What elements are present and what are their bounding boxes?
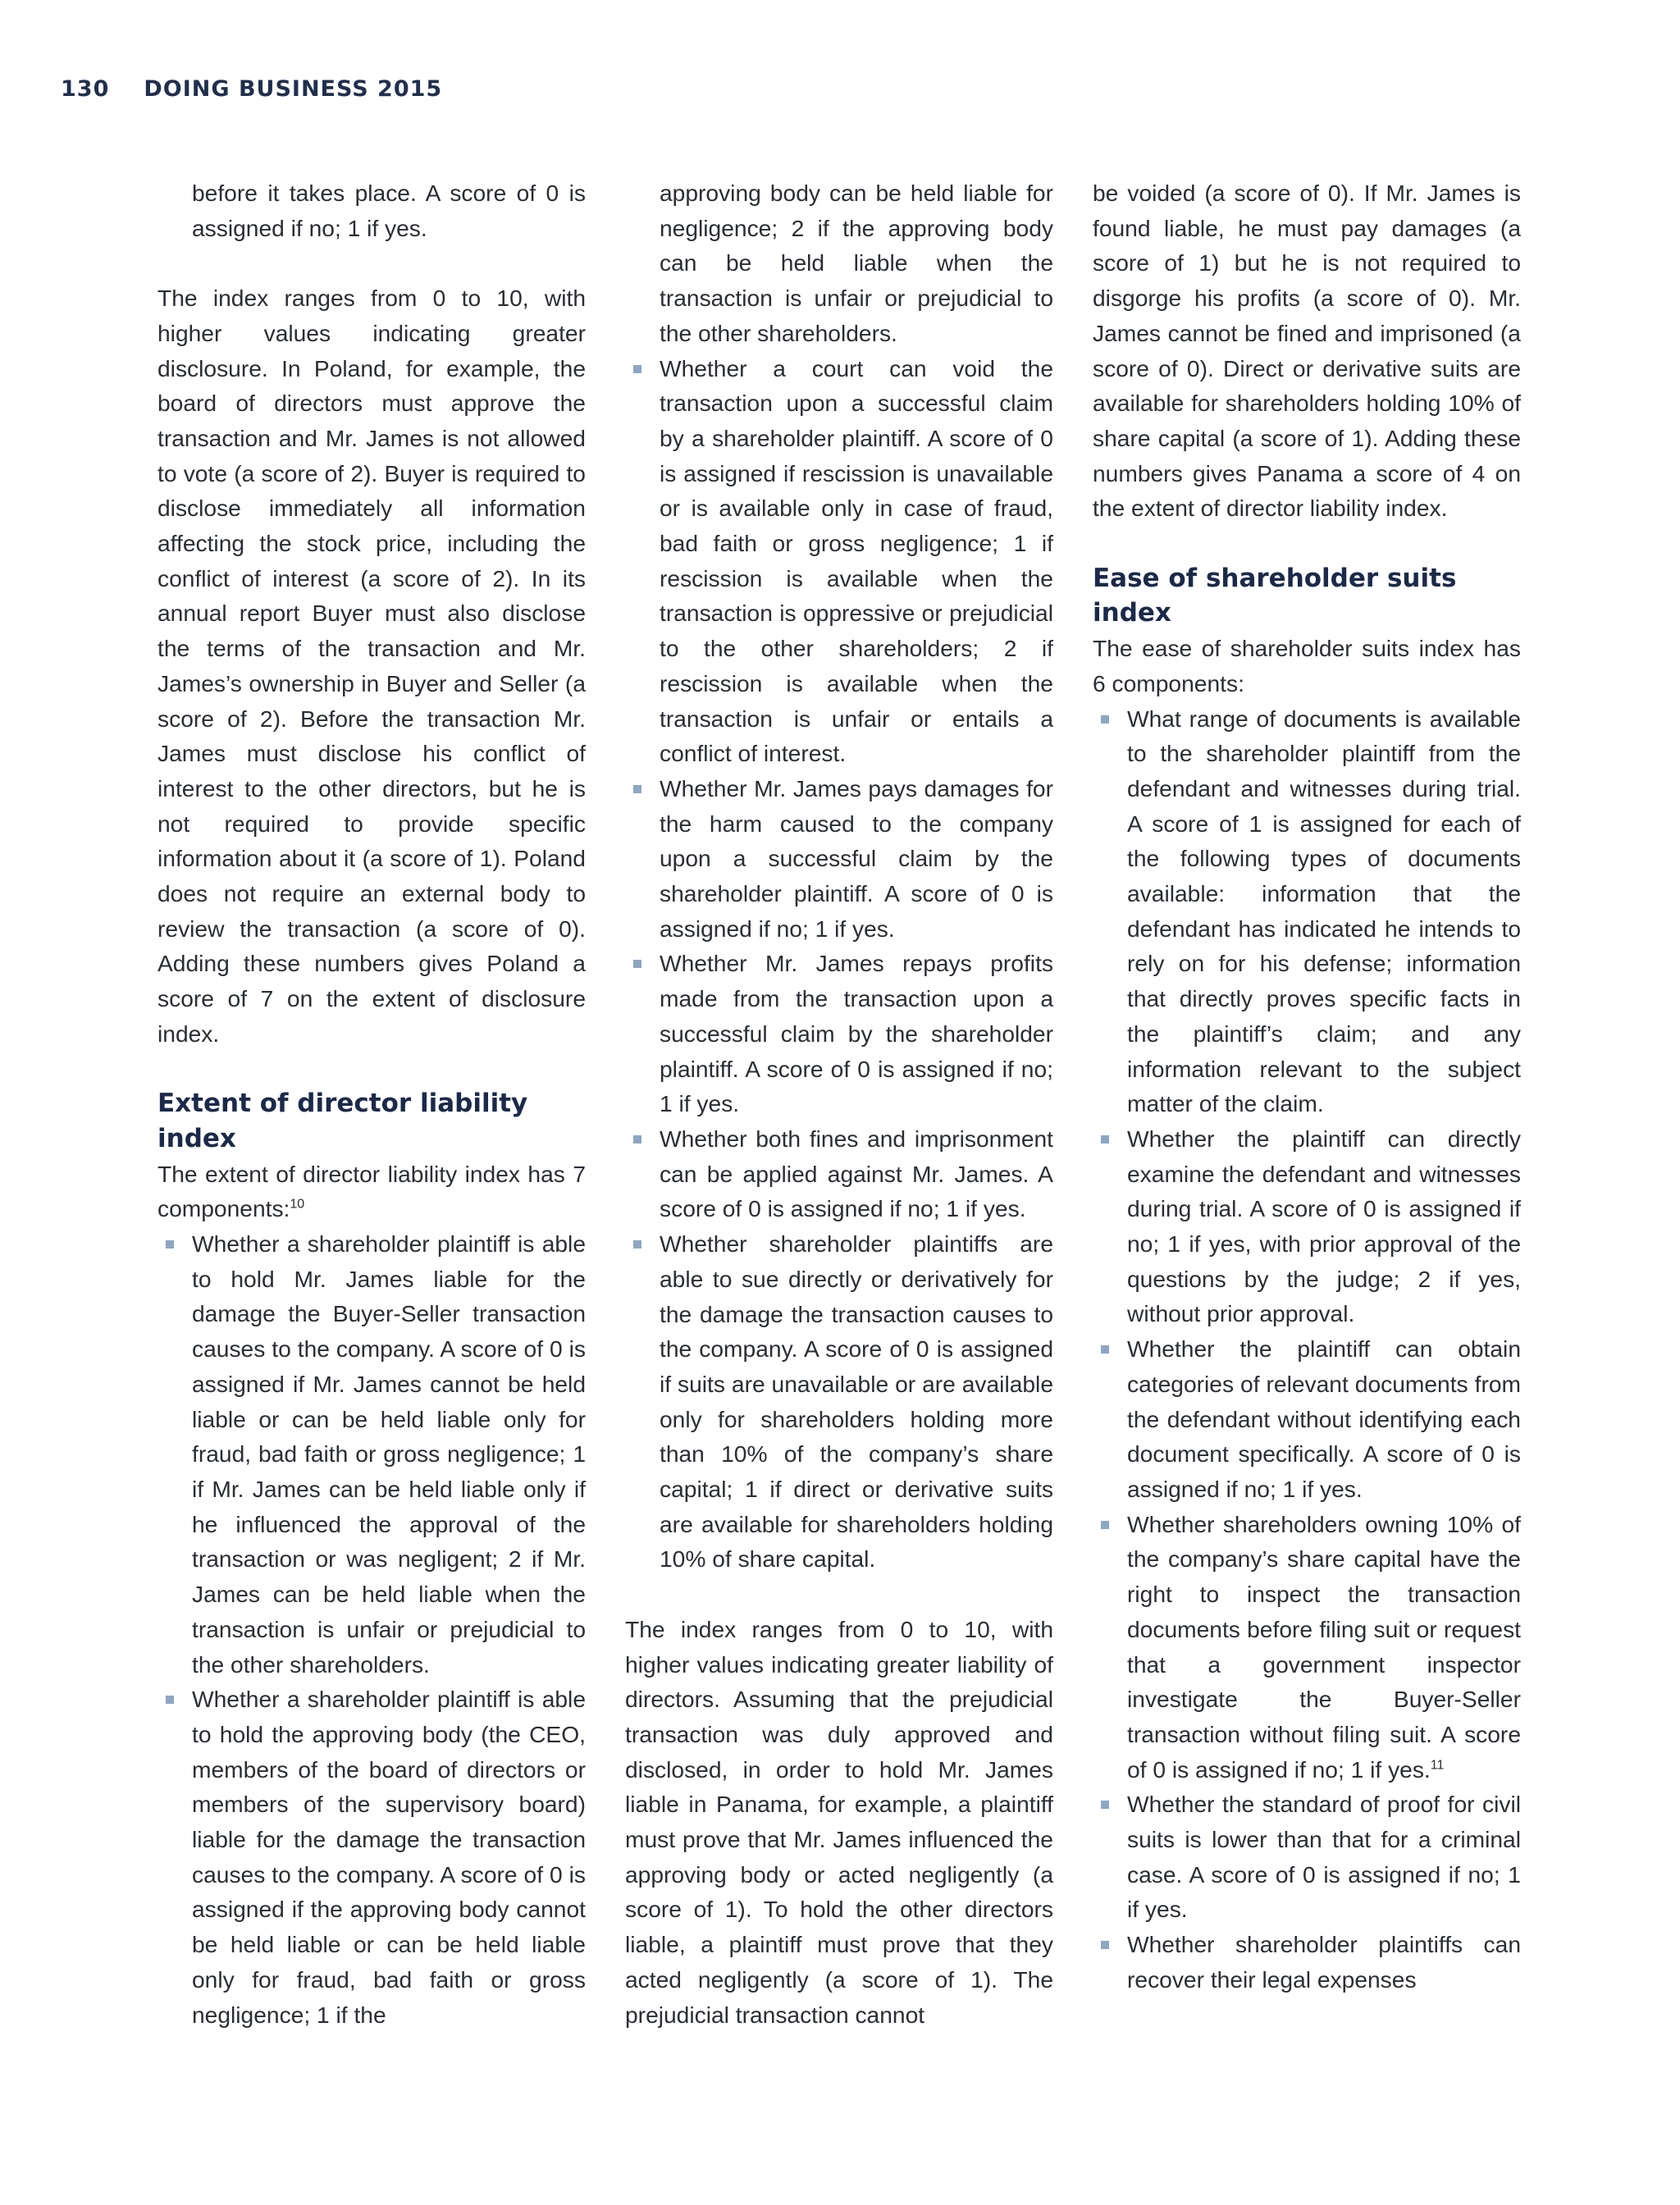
continued-bullet-text: before it takes place. A score of 0 is assigned if no; 1 if yes. xyxy=(192,180,586,241)
shareholder-suits-list xyxy=(1093,701,1521,1997)
list-item-text: Whether shareholders owning 10% of the company’s share capital have the right to inspect the transaction documents before filing suit or request that a government inspector investigate the Buyer-Seller transaction without filing suit. A score of 0 is assigned if no; 1 if yes. xyxy=(1127,1510,1521,1783)
list-item: Whether Mr. James pays damages for the harm caused to the company upon a successful claim by the shareholder plaintiff. A score of 0 is assigned if no; 1 if yes. xyxy=(625,771,1053,947)
director-liability-list xyxy=(158,1226,586,2032)
column-3 xyxy=(1093,176,1521,1997)
footnote-ref: 11 xyxy=(1430,1758,1445,1773)
disclosure-index-paragraph: The index ranges from 0 to 10, with higher values indicating greater disclosure. In Poland, for example, the board of directors must approve the transaction and Mr. James is not allowed to vote (a score of 2). Buyer is required to disclose immediately all information affecting the stock price, including the conflict of interest (a score of 2). In its annual report Buyer must also disclose the terms of the transaction and Mr. James’s ownership in Buyer and Seller (a score of 2). Before the transaction Mr. James must disclose his conflict of interest to the other directors, but he is not required to provide specific information about it (a score of 1). Poland does not require an external body to review the transaction (a score of 0). Adding these numbers gives Poland a score of 7 on the extent of disclosure index. xyxy=(158,285,586,1047)
director-liability-intro xyxy=(158,1157,586,1226)
list-item: What range of documents is available to the shareholder plaintiff from the defendant and witnesses during trial. A score of 1 is assigned for each of the following types of documents available: information that the defendant has indicated he intends to rely on for his defense; information that directly proves specific facts in the plaintiff’s claim; and any information relevant to the subject matter of the claim. xyxy=(1093,701,1521,1121)
running-head xyxy=(61,72,442,105)
continued-paragraph: be voided (a score of 0). If Mr. James is found liable, he must pay damages (a score of 1) but he is not required to disgorge his profits (a score of 0). Mr. James cannot be fined and imprisoned (a score of 0). Direct or derivative suits are available for shareholders holding 10% of share capital (a score of 1). Adding these numbers gives Panama a score of 4 on the extent of director liability index. xyxy=(1093,180,1521,522)
list-item: Whether the plaintiff can obtain categories of relevant documents from the defendant without identifying each document specifically. A score of 0 is assigned if no; 1 if yes. xyxy=(1093,1331,1521,1507)
page-number: 130 xyxy=(61,75,110,102)
director-liability-heading: Extent of director liability index xyxy=(158,1089,528,1153)
list-item xyxy=(1093,1507,1521,1787)
list-item: Whether a shareholder plaintiff is able to hold Mr. James liable for the damage the Buyer-Seller transaction causes to the company. A score of 0 is assigned if Mr. James cannot be held liable or can be held liable only for fraud, bad faith or gross negligence; 1 if Mr. James can be held liable only if he influenced the approval of the transaction or was negligent; 2 if Mr. James can be held liable when the transaction is unfair or prejudicial to the other shareholders. xyxy=(158,1226,586,1682)
footnote-ref: 10 xyxy=(290,1197,305,1212)
column-1 xyxy=(158,176,586,2032)
column-2 xyxy=(625,176,1053,2032)
continued-bullet-text: approving body can be held liable for negligence; 2 if the approving body can be held liable when the transaction is unfair or prejudicial to the other shareholders. xyxy=(660,180,1053,346)
shareholder-suits-intro: The ease of shareholder suits index has 6 components: xyxy=(1093,635,1521,696)
list-item: Whether a court can void the transaction upon a successful claim by a shareholder plaintiff. A score of 0 is assigned if rescission is unavailable or is available only in case of fraud, bad faith or gross negligence; 1 if rescission is available when the transaction is oppressive or prejudicial to the other shareholders; 2 if rescission is available when the transaction is unfair or entails a conflict of interest. xyxy=(625,351,1053,771)
list-item: Whether shareholder plaintiffs are able to sue directly or derivatively for the damage the transaction causes to the company. A score of 0 is assigned if suits are unavailable or are available only for shareholders holding more than 10% of the company’s share capital; 1 if direct or derivative suits are available for shareholders holding 10% of share capital. xyxy=(625,1226,1053,1577)
list-item: Whether Mr. James repays profits made from the transaction upon a successful claim by the shareholder plaintiff. A score of 0 is assigned if no; 1 if yes. xyxy=(625,946,1053,1121)
liability-index-paragraph: The index ranges from 0 to 10, with higher values indicating greater liability of directors. Assuming that the prejudicial transaction was duly approved and disclosed, in order to hold Mr. James liable in Panama, for example, a plaintiff must prove that Mr. James influenced the approving body or acted negligently (a score of 1). To hold the other directors liable, a plaintiff must prove that they acted negligently (a score of 1). The prejudicial transaction cannot xyxy=(625,1615,1053,2028)
intro-text: The extent of director liability index has 7 components: xyxy=(158,1160,586,1222)
list-item: Whether a shareholder plaintiff is able to hold the approving body (the CEO, members of the board of directors or members of the supervisory board) liable for the damage the transaction causes to the company. A score of 0 is assigned if the approving body cannot be held liable or can be held liable only for fraud, bad faith or gross negligence; 1 if the xyxy=(158,1682,586,2032)
report-title: DOING BUSINESS 2015 xyxy=(144,75,443,102)
list-item: Whether shareholder plaintiffs can recover their legal expenses xyxy=(1093,1927,1521,1997)
director-liability-list-continued xyxy=(625,351,1053,1577)
list-item: Whether the standard of proof for civil suits is lower than that for a criminal case. A score of 0 is assigned if no; 1 if yes. xyxy=(1093,1787,1521,1927)
list-item: Whether the plaintiff can directly examine the defendant and witnesses during trial. A score of 0 is assigned if no; 1 if yes, with prior approval of the questions by the judge; 2 if yes, without prior approval. xyxy=(1093,1121,1521,1331)
shareholder-suits-heading: Ease of shareholder suits index xyxy=(1093,563,1457,628)
list-item: Whether both fines and imprisonment can be applied against Mr. James. A score of 0 is assigned if no; 1 if yes. xyxy=(625,1121,1053,1226)
